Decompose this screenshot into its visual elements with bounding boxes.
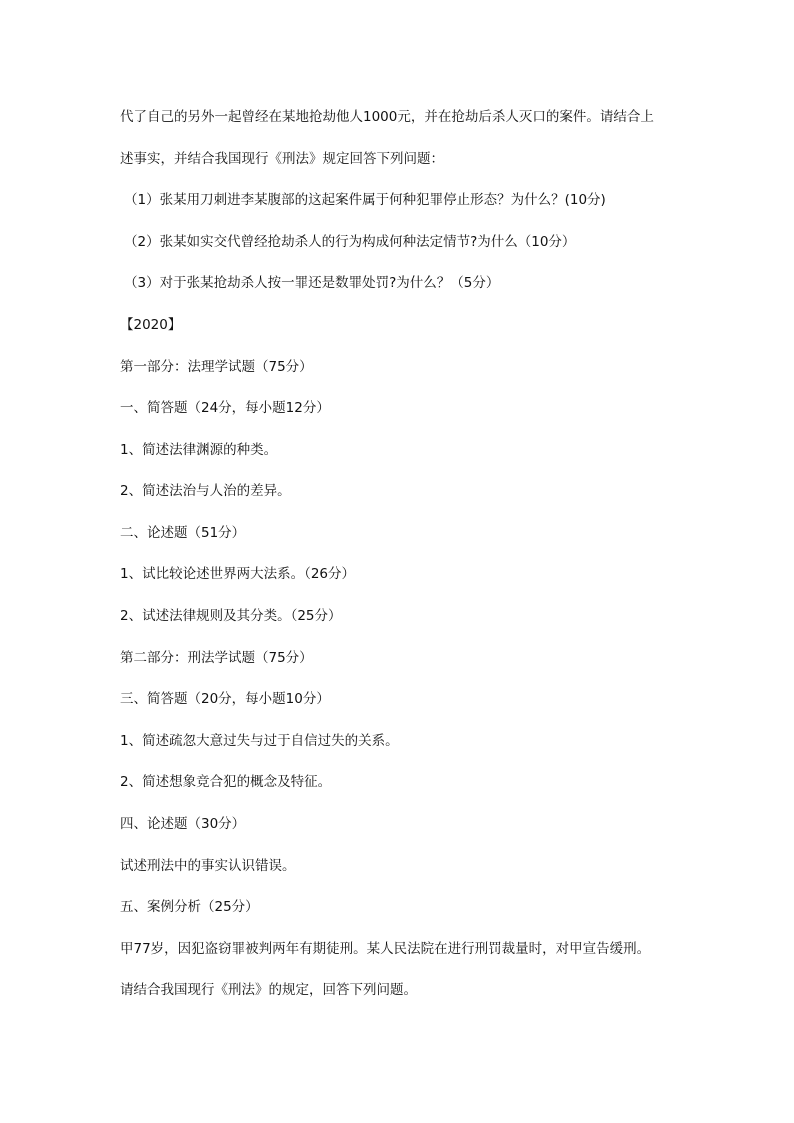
question-item: 试述刑法中的事实认识错误。 [120, 858, 296, 874]
part-heading: 第一部分：法理学试题（75分） [120, 359, 313, 375]
section-heading: 四、论述题（30分） [120, 816, 246, 832]
case-text-line: 甲77岁，因犯盗窃罪被判两年有期徒刑。某人民法院在进行刑罚裁量时，对甲宣告缓刑。 [120, 941, 651, 957]
case-text-line: 代了自己的另外一起曾经在某地抢劫他人1000元，并在抢劫后杀人灭口的案件。请结合上 [120, 109, 654, 125]
question-item: 1、简述法律渊源的种类。 [120, 442, 278, 458]
section-heading: 一、简答题（24分，每小题12分） [120, 400, 330, 416]
year-heading: 【2020】 [120, 317, 182, 333]
case-text-line: 请结合我国现行《刑法》的规定，回答下列问题。 [120, 982, 417, 998]
section-heading: 二、论述题（51分） [120, 525, 246, 541]
question-item: 1、试比较论述世界两大法系。（26分） [120, 566, 356, 582]
part-heading: 第二部分：刑法学试题（75分） [120, 650, 313, 666]
question-item: 2、试述法律规则及其分类。（25分） [120, 608, 342, 624]
question-item: 1、简述疏忽大意过失与过于自信过失的关系。 [120, 733, 399, 749]
question-item: 2、简述想象竞合犯的概念及特征。 [120, 774, 332, 790]
section-heading: 五、案例分析（25分） [120, 899, 259, 915]
section-heading: 三、简答题（20分，每小题10分） [120, 691, 330, 707]
question-item: 2、简述法治与人治的差异。 [120, 483, 291, 499]
question-item: （3）对于张某抢劫杀人按一罪还是数罪处罚?为什么？（5分） [124, 275, 500, 291]
question-item: （1）张某用刀刺进李某腹部的这起案件属于何种犯罪停止形态？为什么？(10分) [124, 192, 606, 208]
question-item: （2）张某如实交代曾经抢劫杀人的行为构成何种法定情节?为什么（10分） [124, 234, 576, 250]
case-text-line: 述事实，并结合我国现行《刑法》规定回答下列问题： [120, 151, 444, 167]
